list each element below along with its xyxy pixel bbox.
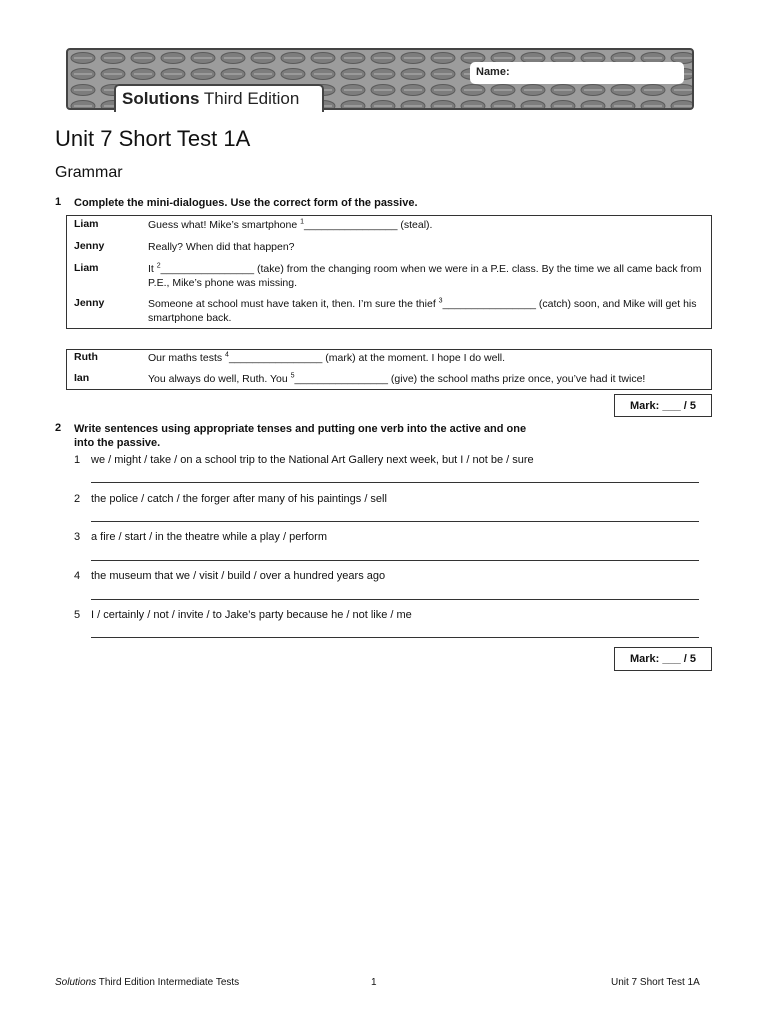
page-number: 1	[371, 977, 377, 988]
dialogue-line: Someone at school must have taken it, then. I’m sure the thief $^3$________________ (catch) soon, and Mike will get his smartphone back.	[148, 297, 697, 324]
answer-line-1[interactable]	[91, 482, 699, 483]
speaker: Liam	[74, 262, 99, 274]
footer-left-text: Third Edition Intermediate Tests	[96, 977, 240, 988]
dialogue-box-1	[66, 215, 712, 329]
brand-bold: Solutions	[122, 89, 200, 108]
dialogue-line: Guess what! Mike’s smartphone $^1$________________ (steal).	[148, 218, 433, 231]
brand-rest: Third Edition	[199, 89, 300, 108]
footer-right: Unit 7 Short Test 1A	[611, 977, 700, 988]
q2-mark-box[interactable]: Mark: ___ / 5	[614, 647, 712, 671]
item-prompt: I / certainly / not / invite / to Jake’s party because he / not like / me	[91, 609, 412, 621]
item-number: 4	[74, 570, 81, 582]
page-title: Unit 7 Short Test 1A	[55, 126, 251, 151]
name-label: Name:	[476, 66, 510, 78]
q1-mark-box[interactable]: Mark: ___ / 5	[614, 394, 712, 417]
q1-instruction: Complete the mini-dialogues. Use the correct form of the passive.	[74, 197, 418, 209]
dialogue-line: You always do well, Ruth. You $^5$________________ (give) the school maths prize once, you’ve had it twice!	[148, 372, 646, 385]
dialogue-line: It $^2$________________ (take) from the changing room when we were in a P.E. class. By the time we all came back from P.E., Mike’s phone was missing.	[148, 262, 702, 289]
answer-line-4[interactable]	[91, 599, 699, 600]
item-prompt: a fire / start / in the theatre while a play / perform	[91, 531, 327, 543]
answer-line-3[interactable]	[91, 560, 699, 561]
footer-left	[55, 977, 239, 988]
q1-number: 1	[55, 196, 62, 208]
speaker: Jenny	[74, 297, 105, 309]
speaker: Ruth	[74, 351, 98, 363]
dialogue-box-2	[66, 349, 712, 390]
dialogue-line: Really? When did that happen?	[148, 241, 295, 253]
dialogue-line: Our maths tests $^4$________________ (mark) at the moment. I hope I do well.	[148, 351, 506, 364]
item-number: 2	[74, 493, 81, 505]
speaker: Jenny	[74, 240, 105, 252]
footer-brand: Solutions	[55, 977, 97, 988]
item-number: 1	[74, 454, 81, 466]
answer-line-2[interactable]	[91, 521, 699, 522]
item-number: 5	[74, 609, 81, 621]
answer-line-5[interactable]	[91, 637, 699, 638]
speaker: Liam	[74, 218, 99, 230]
q2-number: 2	[55, 422, 62, 434]
brand-logo	[122, 89, 299, 109]
item-prompt: we / might / take / on a school trip to the National Art Gallery next week, but I / not be / sure	[91, 454, 534, 466]
q2-instruction-line1: Write sentences using appropriate tenses and putting one verb into the active and one	[74, 423, 527, 435]
speaker: Ian	[74, 372, 90, 384]
item-number: 3	[74, 531, 81, 543]
section-title: Grammar	[55, 164, 123, 181]
item-prompt: the police / catch / the forger after many of his paintings / sell	[91, 493, 387, 505]
item-prompt: the museum that we / visit / build / over a hundred years ago	[91, 570, 386, 582]
q2-instruction-line2: into the passive.	[74, 437, 161, 449]
